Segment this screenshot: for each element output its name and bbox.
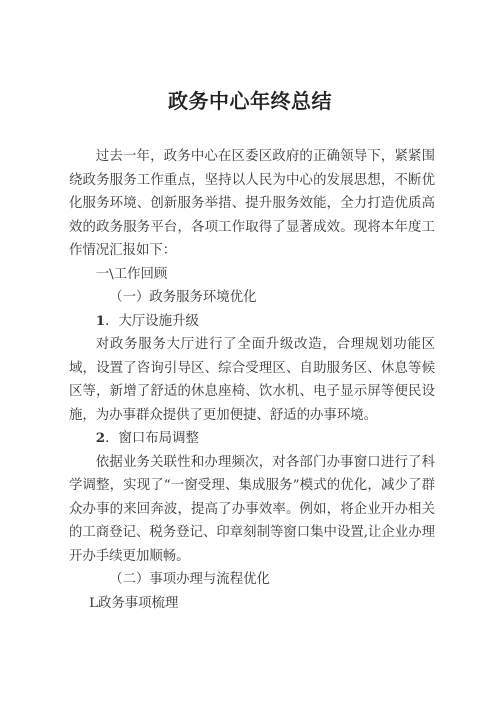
windows-paragraph: 依据业务关联性和办理频次，对各部门办事窗口进行了科学调整，实现了“一窗受理、集成服务”模式的优化，减少了群众办事的来回奔波，提高了办事效率。例如，将企业开办相关的工商登记、税务登记、印章刻制等窗口集中设置,让企业办理开办手续更加顺畅。 [69,454,435,564]
item-heading-matters: L政务事项梳理 [89,595,179,611]
subsection-heading-process: （二）事项办理与流程优化 [109,572,270,587]
subsection-heading-environment: （一）政务服务环境优化 [109,290,257,305]
item-heading-windows [69,427,435,451]
item-title: ．窗口布局调整 [105,431,199,446]
item-heading-facilities [69,310,435,334]
item-number: 1 [95,312,106,329]
document-title: 政务中心年终总结 [168,89,332,113]
item-number: 2 [95,430,106,446]
document-body [69,145,435,615]
intro-paragraph: 过去一年，政务中心在区委区政府的正确领导下，紧紧围绕政务服务工作重点，坚持以人民为中心的发展思想，不断优化服务环境、创新服务举措、提升服务效能，全力打造优质高效的政务服务平台，各项工作取得了显著成效。现将本年度工作情况汇报如下： [69,149,435,258]
section-heading-review: 一\工作回顾 [95,266,168,282]
facilities-paragraph: 对政务服务大厅进行了全面升级改造，合理规划功能区域，设置了咨询引导区、综合受理区、自助服务区、休息等候区等，新增了舒适的休息座椅、饮水机、电子显示屏等便民设施，为办事群众提供了更加便捷、舒适的办事环境。 [69,337,435,423]
item-title: ．大厅设施升级 [105,313,199,329]
